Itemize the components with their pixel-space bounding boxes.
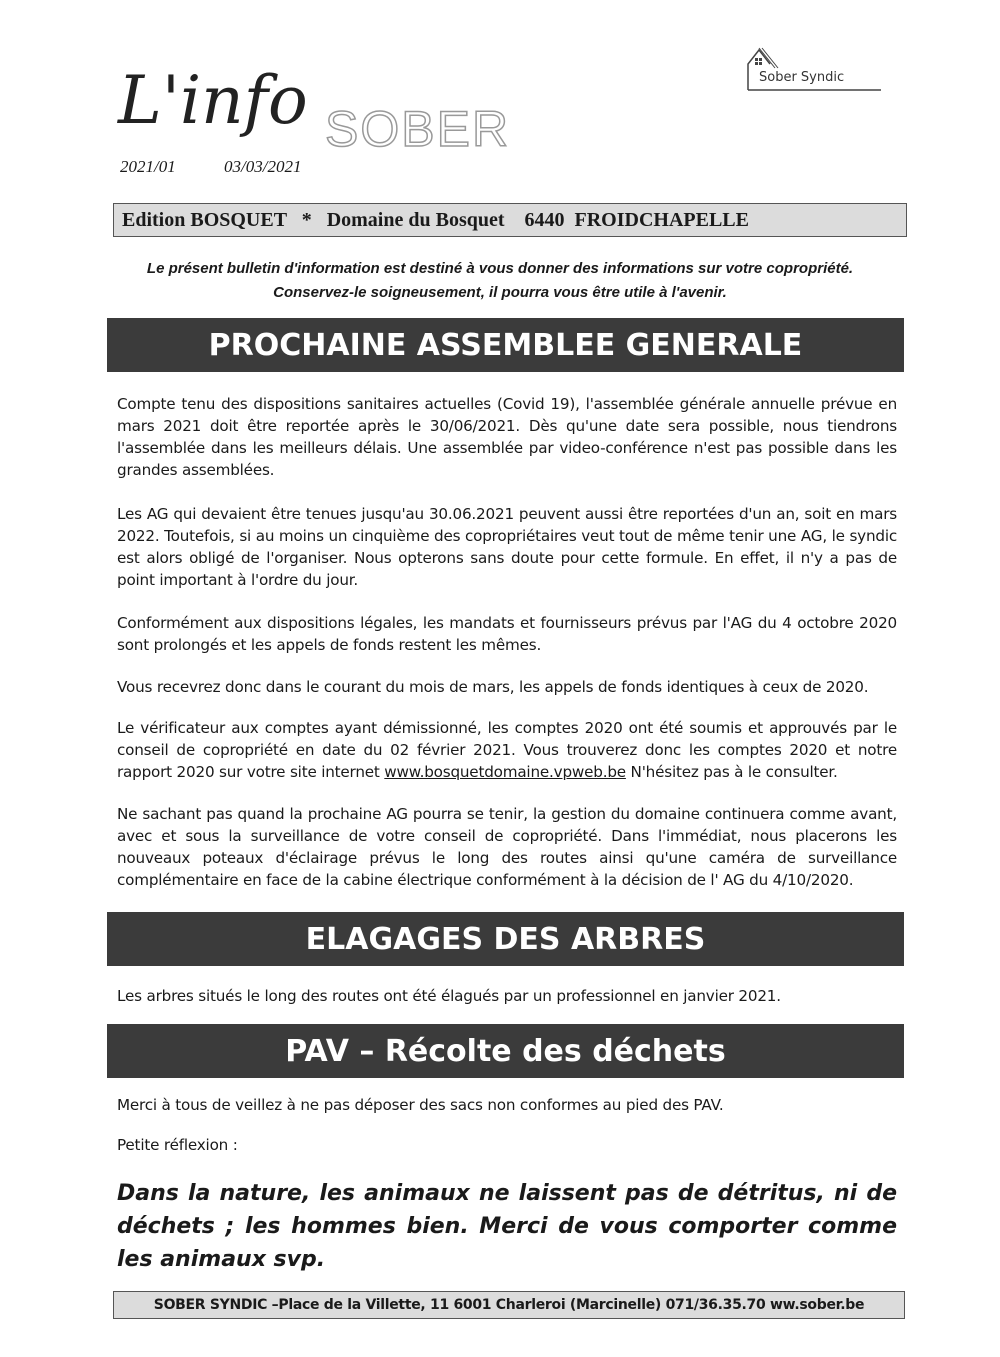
intro-line: Conservez-le soigneusement, il pourra vous être utile à l'avenir. [273, 284, 727, 301]
brand-outline-text: SOBER [325, 101, 511, 157]
paragraph: Vous recevrez donc dans le courant du mois de mars, les appels de fonds identiques à ceux de 2020. [117, 678, 869, 696]
footer-contact: SOBER SYNDIC –Place de la Villette, 11 6001 Charleroi (Marcinelle) 071/36.35.70 ww.sober.be [113, 1291, 905, 1319]
intro-line: Le présent bulletin d'information est destiné à vous donner des informations sur votre copropriété. [146, 260, 854, 277]
section-heading: PROCHAINE ASSEMBLEE GENERALE [107, 318, 904, 372]
newsletter-title: L'info [118, 62, 308, 139]
text: Le vérificateur aux comptes ayant démissionné, les comptes 2020 ont été soumis et approuvés par le conseil de copropriété en date du 02 février 2021. Vous trouverez donc les comptes 2020 et notre rapport 2020 sur votre site internet [117, 719, 897, 781]
text: N'hésitez pas à le consulter. [625, 763, 838, 781]
edition-banner: Edition BOSQUET * Domaine du Bosquet 6440 FROIDCHAPELLE [113, 203, 907, 237]
issue-date: 03/03/2021 [224, 157, 302, 176]
issue-number: 2021/01 [120, 157, 176, 176]
quote: Dans la nature, les animaux ne laissent pas de détritus, ni de déchets ; les hommes bien. Merci de vous comporter comme les animaux svp. [117, 1181, 897, 1272]
paragraph: Ne sachant pas quand la prochaine AG pourra se tenir, la gestion du domaine continuera comme avant, avec et sous la surveillance de votre conseil de copropriété. Dans l'immédiat, nous placerons les nouveaux poteaux d'éclairage prévus le long des routes ainsi qu'une caméra de surveillance complémentaire en face de la cabine électrique conformément à la décision de l' AG du 4/10/2020. [117, 805, 897, 889]
paragraph: Merci à tous de veillez à ne pas déposer des sacs non conformes au pied des PAV. [117, 1096, 724, 1114]
paragraph: Petite réflexion : [117, 1136, 238, 1154]
paragraph: Les arbres situés le long des routes ont été élagués par un professionnel en janvier 2021. [117, 987, 781, 1005]
paragraph: Les AG qui devaient être tenues jusqu'au 30.06.2021 peuvent aussi être reportées d'un an, soit en mars 2022. Toutefois, si au moins un cinquième des copropriétaires veut tout de même tenir une AG, le syndic est alors obligé de l'organiser. Nous opterons sans doute pour cette formule. En effet, il n'y a pas de point important à l'ordre du jour. [117, 505, 897, 589]
section-heading: ELAGAGES DES ARBRES [107, 912, 904, 966]
paragraph: Compte tenu des dispositions sanitaires actuelles (Covid 19), l'assemblée générale annuelle prévue en mars 2021 doit être reportée après le 30/06/2021. Dès qu'une date sera possible, nous tiendrons l'assemblée dans les meilleurs délais. Une assemblée par video-conférence n'est pas possible dans les grandes assemblées. [117, 395, 897, 479]
website-link[interactable]: www.bosquetdomaine.vpweb.be [384, 763, 626, 781]
paragraph [117, 717, 897, 783]
section-heading: PAV – Récolte des déchets [107, 1024, 904, 1078]
sober-syndic-logo [745, 42, 883, 92]
logo-text: Sober Syndic [759, 70, 845, 85]
intro-text [100, 257, 900, 305]
paragraph: Conformément aux dispositions légales, les mandats et fournisseurs prévus par l'AG du 4 octobre 2020 sont prolongés et les appels de fonds restent les mêmes. [117, 614, 897, 654]
